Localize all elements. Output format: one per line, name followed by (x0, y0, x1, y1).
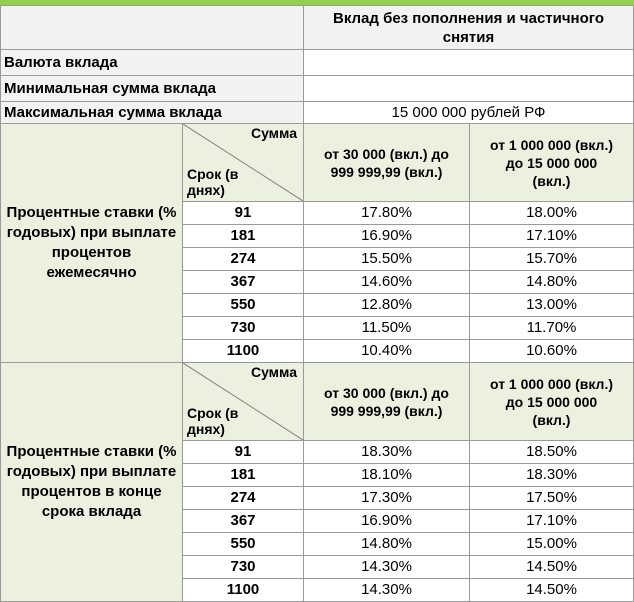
term-days: 550 (183, 533, 304, 556)
rate-range-2: 14.50% (470, 579, 634, 602)
term-days: 274 (183, 248, 304, 271)
rate-range-1: 16.90% (304, 510, 470, 533)
term-days: 181 (183, 225, 304, 248)
max-amount-value: 15 000 000 рублей РФ (304, 102, 634, 124)
currency-label: Валюта вклада (1, 50, 304, 76)
rate-range-2: 14.50% (470, 556, 634, 579)
term-days: 91 (183, 441, 304, 464)
term-days: 550 (183, 294, 304, 317)
corner-diagonal-cell (183, 124, 304, 202)
rate-range-1: 10.40% (304, 340, 470, 363)
rate-range-2: 15.00% (470, 533, 634, 556)
term-days: 91 (183, 202, 304, 225)
rate-range-1: 12.80% (304, 294, 470, 317)
rate-range-2: 11.70% (470, 317, 634, 340)
corner-term-label: Срок (в днях) (187, 405, 239, 437)
rate-range-1: 17.30% (304, 487, 470, 510)
rate-range-1: 16.90% (304, 225, 470, 248)
amount-range-2: от 1 000 000 (вкл.) до 15 000 000 (вкл.) (470, 363, 634, 441)
rate-range-2: 17.10% (470, 510, 634, 533)
rate-range-1: 14.30% (304, 556, 470, 579)
term-days: 367 (183, 271, 304, 294)
rate-range-2: 14.80% (470, 271, 634, 294)
rate-range-1: 18.10% (304, 464, 470, 487)
corner-diagonal-cell (183, 363, 304, 441)
corner-term-label: Срок (в днях) (187, 166, 239, 198)
rate-range-2: 18.50% (470, 441, 634, 464)
term-days: 367 (183, 510, 304, 533)
rate-range-1: 18.30% (304, 441, 470, 464)
term-days: 730 (183, 556, 304, 579)
rate-range-1: 14.80% (304, 533, 470, 556)
rate-range-1: 14.30% (304, 579, 470, 602)
product-title: Вклад без пополнения и частичного снятия (304, 6, 634, 50)
corner-amount-label: Сумма (250, 364, 297, 380)
rate-range-1: 14.60% (304, 271, 470, 294)
term-days: 181 (183, 464, 304, 487)
rate-range-2: 17.50% (470, 487, 634, 510)
term-days: 730 (183, 317, 304, 340)
rate-range-2: 13.00% (470, 294, 634, 317)
rate-range-1: 17.80% (304, 202, 470, 225)
rate-range-1: 11.50% (304, 317, 470, 340)
corner-amount-label: Сумма (250, 125, 297, 141)
amount-range-1: от 30 000 (вкл.) до 999 999,99 (вкл.) (304, 124, 470, 202)
rate-range-2: 18.00% (470, 202, 634, 225)
rate-range-1: 15.50% (304, 248, 470, 271)
section-label: Процентные ставки (% годовых) при выплате процентов ежемесячно (1, 124, 183, 363)
rate-range-2: 17.10% (470, 225, 634, 248)
deposit-rates-table (0, 5, 634, 602)
amount-range-1: от 30 000 (вкл.) до 999 999,99 (вкл.) (304, 363, 470, 441)
section-label: Процентные ставки (% годовых) при выплате процентов в конце срока вклада (1, 363, 183, 602)
min-amount-label: Минимальная сумма вклада (1, 76, 304, 102)
header-empty-cell (1, 6, 304, 50)
rate-range-2: 18.30% (470, 464, 634, 487)
term-days: 1100 (183, 340, 304, 363)
term-days: 1100 (183, 579, 304, 602)
min-amount-value (304, 76, 634, 102)
amount-range-2: от 1 000 000 (вкл.) до 15 000 000 (вкл.) (470, 124, 634, 202)
max-amount-label: Максимальная сумма вклада (1, 102, 304, 124)
currency-value (304, 50, 634, 76)
rate-range-2: 10.60% (470, 340, 634, 363)
term-days: 274 (183, 487, 304, 510)
rate-range-2: 15.70% (470, 248, 634, 271)
